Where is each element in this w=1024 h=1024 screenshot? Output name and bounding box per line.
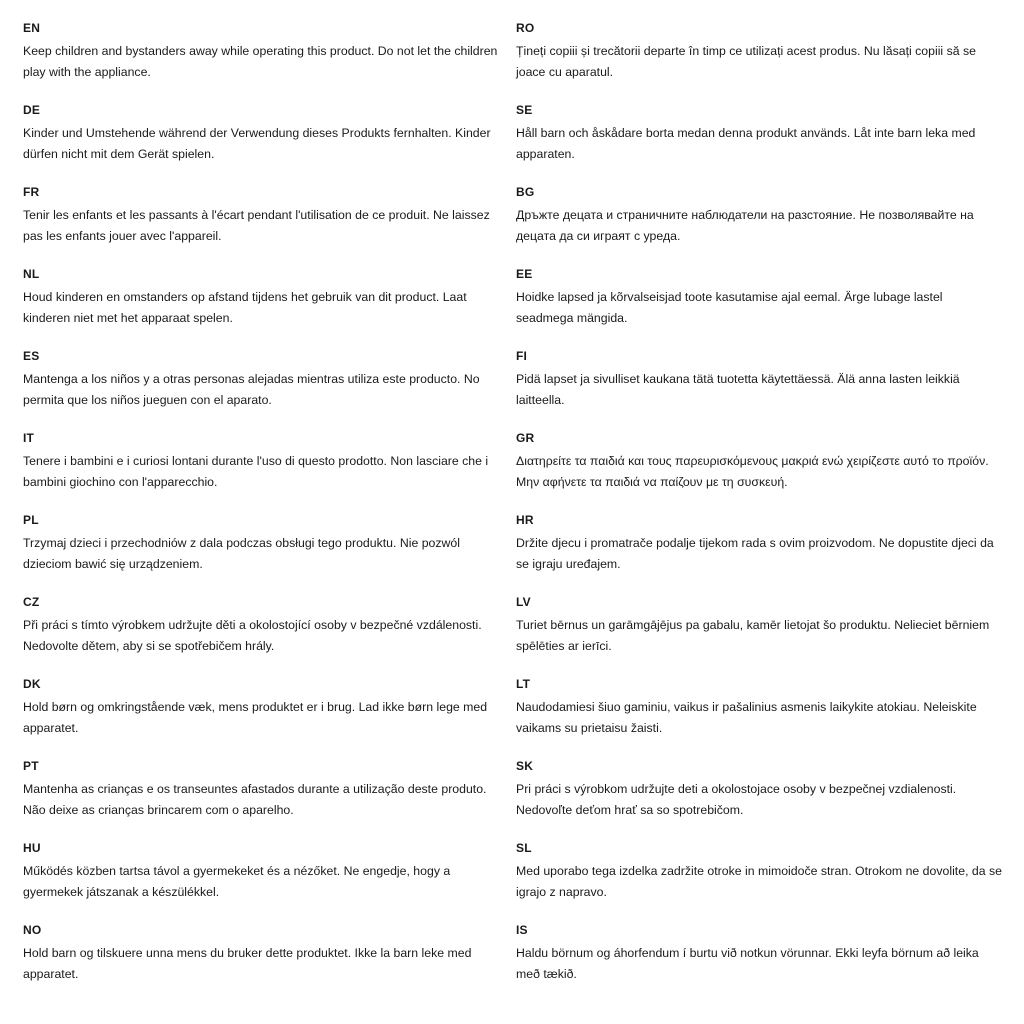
warning-text: Hold barn og tilskuere unna mens du bruker dette produktet. Ikke la barn leke med apparatet. [23, 946, 472, 981]
language-entry-hr [516, 512, 1008, 594]
warning-text: Trzymaj dzieci i przechodniów z dala podczas obsługi tego produktu. Nie pozwól dzieciom bawić się urządzeniem. [23, 536, 460, 571]
language-code: GR [516, 431, 535, 445]
warning-text: Håll barn och åskådare borta medan denna produkt används. Låt inte barn leka med apparaten. [516, 126, 976, 161]
right-column [516, 20, 1008, 1004]
language-code: DE [23, 103, 41, 117]
language-entry-gr [516, 430, 1008, 512]
language-entry-pl [23, 512, 516, 594]
language-entry-sk [516, 758, 1008, 840]
language-entry-en [23, 20, 516, 102]
language-code: NL [23, 267, 40, 281]
warning-text: Kinder und Umstehende während der Verwendung dieses Produkts fernhalten. Kinder dürfen nicht mit dem Gerät spielen. [23, 126, 491, 161]
warning-text: Při práci s tímto výrobkem udržujte děti a okolostojící osoby v bezpečné vzdálenosti. Nedovolte dětem, aby si se spotřebičem hrály. [23, 618, 482, 653]
warning-text: Működés közben tartsa távol a gyermekeket és a nézőket. Ne engedje, hogy a gyermekek játszanak a készülékkel. [23, 864, 451, 899]
language-entry-sl [516, 840, 1008, 922]
warning-text: Mantenga a los niños y a otras personas alejadas mientras utiliza este producto. No permita que los niños jueguen con el aparato. [23, 372, 480, 407]
language-code: RO [516, 21, 535, 35]
warning-text: Naudodamiesi šiuo gaminiu, vaikus ir pašalinius asmenis laikykite atokiau. Neleiskite vaikams su prietaisu žaisti. [516, 700, 977, 735]
warning-text: Keep children and bystanders away while operating this product. Do not let the children play with the appliance. [23, 44, 498, 79]
language-code: HR [516, 513, 534, 527]
warning-text: Tenere i bambini e i curiosi lontani durante l'uso di questo prodotto. Non lasciare che i bambini giochino con l'apparecchio. [23, 454, 489, 489]
language-entry-fi [516, 348, 1008, 430]
language-code: PL [23, 513, 39, 527]
language-entry-dk [23, 676, 516, 758]
warning-text: Țineți copiii și trecătorii departe în timp ce utilizați acest produs. Nu lăsați copiii să se joace cu aparatul. [516, 44, 976, 79]
language-entry-ee [516, 266, 1008, 348]
language-code: EN [23, 21, 41, 35]
warning-text: Hoidke lapsed ja kõrvalseisjad toote kasutamise ajal eemal. Ärge lubage lastel seadmega mängida. [516, 290, 943, 325]
language-code: FR [23, 185, 40, 199]
language-code: HU [23, 841, 41, 855]
language-code: EE [516, 267, 533, 281]
language-entry-cz [23, 594, 516, 676]
warning-text: Pri práci s výrobkom udržujte deti a okolostojace osoby v bezpečnej vzdialenosti. Nedovoľte deťom hrať sa so spotrebičom. [516, 782, 957, 817]
warning-text: Haldu börnum og áhorfendum í burtu við notkun vörunnar. Ekki leyfa börnum að leika með tækið. [516, 946, 979, 981]
language-entry-it [23, 430, 516, 512]
language-entry-bg [516, 184, 1008, 266]
warning-text: Pidä lapset ja sivulliset kaukana tätä tuotetta käytettäessä. Älä anna lasten leikkiä laitteella. [516, 372, 960, 407]
language-entry-de [23, 102, 516, 184]
language-entry-fr [23, 184, 516, 266]
language-entry-pt [23, 758, 516, 840]
language-code: IS [516, 923, 528, 937]
warning-text: Držite djecu i promatrače podalje tijekom rada s ovim proizvodom. Ne dopustite djeci da se igraju uređajem. [516, 536, 994, 571]
language-entry-hu [23, 840, 516, 922]
language-entry-lv [516, 594, 1008, 676]
language-entry-ro [516, 20, 1008, 102]
language-code: SK [516, 759, 534, 773]
warning-text: Tenir les enfants et les passants à l'écart pendant l'utilisation de ce produit. Ne laissez pas les enfants jouer avec l'appareil. [23, 208, 490, 243]
warning-text: Med uporabo tega izdelka zadržite otroke in mimoidoče stran. Otrokom ne dovolite, da se igrajo z napravo. [516, 864, 1002, 899]
warning-text: Дръжте децата и страничните наблюдатели на разстояние. Не позволявайте на децата да си играят с уреда. [516, 208, 974, 243]
language-code: PT [23, 759, 39, 773]
language-entry-no [23, 922, 516, 1004]
language-code: LV [516, 595, 531, 609]
warning-text: Mantenha as crianças e os transeuntes afastados durante a utilização deste produto. Não deixe as crianças brincarem com o aparelho. [23, 782, 487, 817]
language-code: ES [23, 349, 40, 363]
multilingual-safety-warnings [23, 20, 1008, 1004]
language-entry-es [23, 348, 516, 430]
language-code: SE [516, 103, 533, 117]
language-entry-se [516, 102, 1008, 184]
language-code: BG [516, 185, 535, 199]
language-code: NO [23, 923, 42, 937]
warning-text: Hold børn og omkringstående væk, mens produktet er i brug. Lad ikke børn lege med apparatet. [23, 700, 488, 735]
language-entry-is [516, 922, 1008, 1004]
language-code: FI [516, 349, 528, 363]
left-column [23, 20, 516, 1004]
warning-text: Houd kinderen en omstanders op afstand tijdens het gebruik van dit product. Laat kinderen niet met het apparaat spelen. [23, 290, 467, 325]
language-code: CZ [23, 595, 40, 609]
language-code: DK [23, 677, 41, 691]
language-code: LT [516, 677, 531, 691]
language-code: SL [516, 841, 532, 855]
language-entry-nl [23, 266, 516, 348]
warning-text: Διατηρείτε τα παιδιά και τους παρευρισκόμενους μακριά ενώ χειρίζεστε αυτό το προϊόν. Μην αφήνετε τα παιδιά να παίζουν με τη συσκευή. [516, 454, 989, 489]
language-code: IT [23, 431, 35, 445]
warning-text: Turiet bērnus un garāmgājējus pa gabalu, kamēr lietojat šo produktu. Nelieciet bērniem spēlēties ar ierīci. [516, 618, 990, 653]
language-entry-lt [516, 676, 1008, 758]
